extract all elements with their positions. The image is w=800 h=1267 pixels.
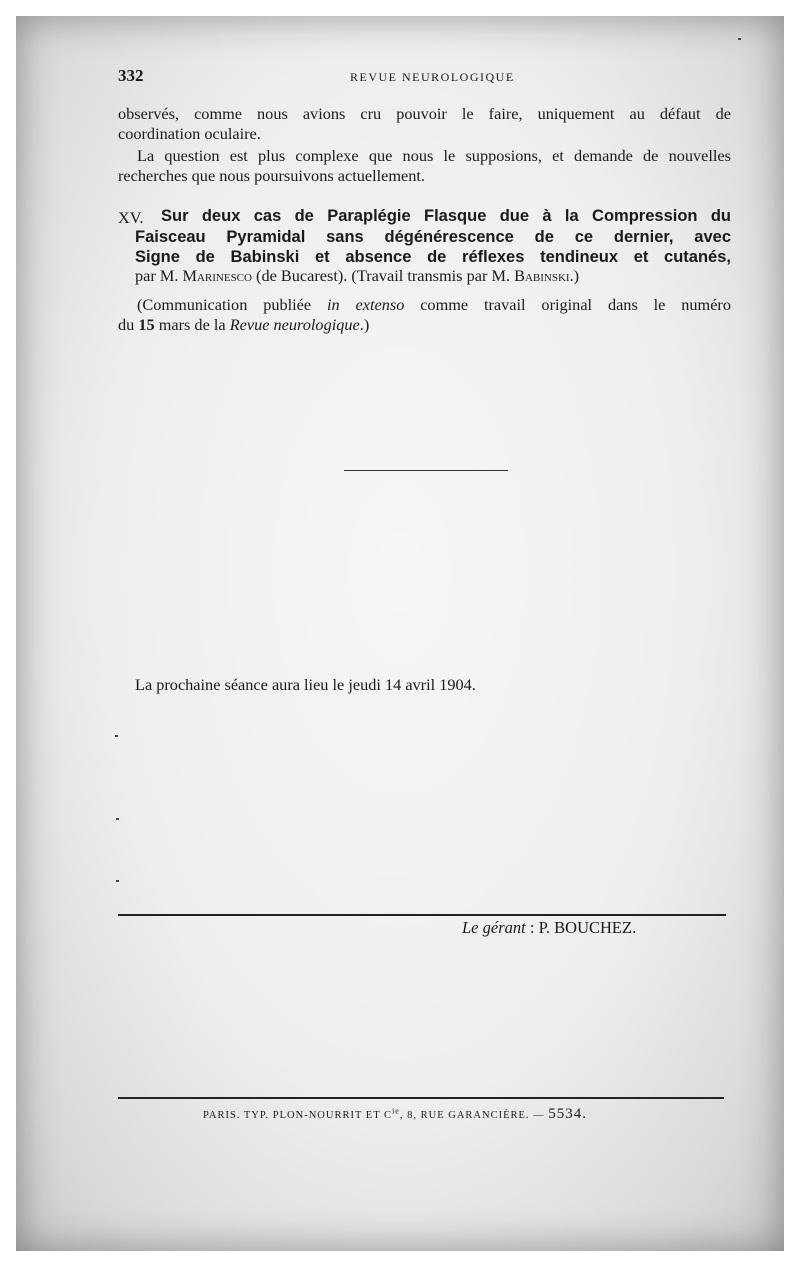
comm-text-a: (Communication publiée <box>137 295 327 314</box>
section-title-line-2: Faisceau Pyramidal sans dégénérescence de ce dernier, avec <box>135 228 731 246</box>
imprint-text: PARIS. TYP. PLON-NOURRIT ET C <box>203 1110 393 1121</box>
signature-separator: : <box>525 918 539 937</box>
word: uniquement <box>537 104 615 123</box>
page-number: 332 <box>118 66 144 85</box>
word: de <box>715 104 731 123</box>
comm-italic: in extenso <box>326 295 405 314</box>
signature-label: Le gérant <box>462 918 526 937</box>
section-number: XV. <box>118 208 144 227</box>
word: nous <box>257 104 288 123</box>
word: faire, <box>488 104 523 123</box>
signature-line <box>462 918 636 938</box>
comm2-text-c: .) <box>359 315 370 334</box>
running-head: REVUE NEUROLOGIQUE <box>350 70 515 84</box>
section-byline <box>135 266 579 286</box>
scan-speck <box>116 880 119 882</box>
paragraph-1-line-1 <box>118 104 731 124</box>
word: avions <box>302 104 346 123</box>
scan-speck <box>738 38 741 40</box>
byline-prefix: par M. <box>135 266 183 285</box>
section-title-line-3: Signe de Babinski et absence de réflexes tendineux et cutanés, <box>135 248 731 266</box>
word: comme <box>194 104 242 123</box>
comm2-text-a: du <box>118 315 139 334</box>
section-divider <box>344 470 508 471</box>
comm-text-b: comme travail original dans le numéro <box>404 295 731 314</box>
journal-title: Revue neurologique <box>229 315 360 334</box>
comm2-text-b: mars de la <box>154 315 230 334</box>
imprint-rule <box>118 1097 724 1099</box>
printer-imprint <box>203 1106 587 1123</box>
paragraph-1-line-2: coordination oculaire. <box>118 124 261 143</box>
section-title-line-1: Sur deux cas de Paraplégie Flasque due à la Compression du <box>161 207 731 225</box>
author-name: Marinesco <box>182 266 252 285</box>
word: le <box>461 104 474 123</box>
communication-line-2 <box>118 315 369 335</box>
scan-speck <box>116 818 119 820</box>
paragraph-2-line-1: La question est plus complexe que nous le supposions, et demande de nouvelles <box>137 146 731 165</box>
comm2-number: 15 <box>138 315 155 334</box>
byline-middle: (de Bucarest). (Travail transmis par M. <box>251 266 515 285</box>
next-session-notice: La prochaine séance aura lieu le jeudi 14 avril 1904. <box>135 675 476 694</box>
scanned-page <box>16 16 784 1251</box>
signature-rule <box>118 914 726 916</box>
transmitter-name: Babinski <box>514 266 570 285</box>
word: au <box>629 104 645 123</box>
imprint-job-number: 5534. <box>548 1106 588 1122</box>
scan-speck <box>115 735 118 737</box>
byline-suffix: .) <box>569 266 580 285</box>
imprint-address: , 8, RUE GARANCIÈRE. — <box>399 1110 549 1121</box>
word: cru <box>360 104 382 123</box>
word: défaut <box>659 104 701 123</box>
word: pouvoir <box>396 104 447 123</box>
communication-line-1 <box>137 295 731 315</box>
signature-name: P. BOUCHEZ. <box>538 918 637 937</box>
imprint-superscript: ie <box>392 1106 400 1116</box>
word: observés, <box>118 104 180 123</box>
paragraph-2-line-2: recherches que nous poursuivons actuellement. <box>118 166 425 185</box>
